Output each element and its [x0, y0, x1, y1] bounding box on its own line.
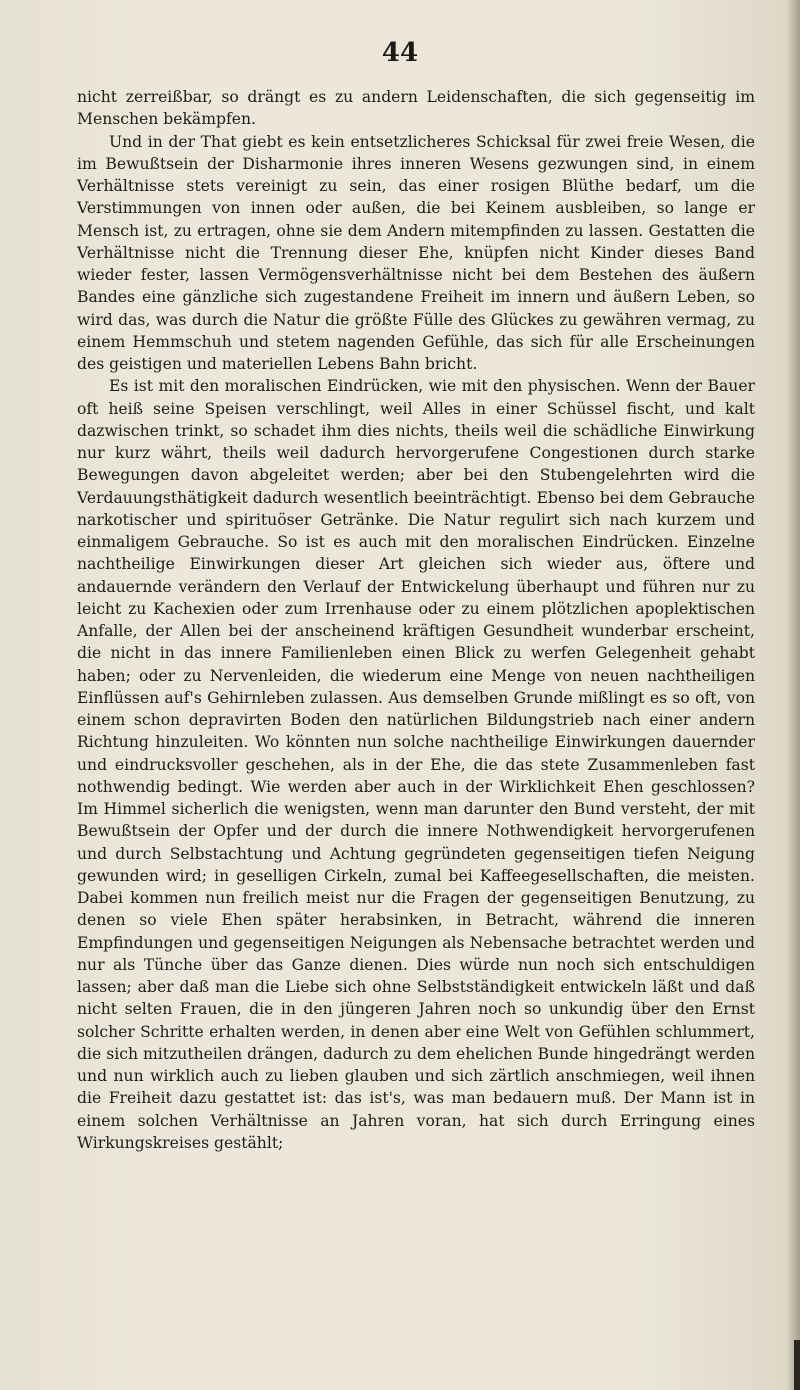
page-number: 44: [381, 38, 419, 68]
paragraph: Es ist mit den moralischen Eindrücken, wie mit den physischen. Wenn der Bauer oft heiß seine Speisen verschlingt, weil Alles in einer Schüssel fischt, und kalt dazwischen trinkt, so schadet ihm dies nichts, theils weil die schädliche Einwirkung nur kurz währt, theils weil dadurch hervorgerufene Congestionen durch starke Bewegungen davon abgeleitet werden; aber bei den Stubengelehrten wird die Verdauungsthätigkeit dadurch wesentlich beeinträchtigt. Ebenso bei dem Gebrauche narkotischer und spirituöser Getränke. Die Natur regulirt sich nach kurzem und einmaligem Gebrauche. So ist es auch mit den moralischen Eindrücken. Einzelne nachtheilige Einwirkungen dieser Art gleichen sich wieder aus, öftere und andauernde verändern den Verlauf der Entwickelung überhaupt und führen nur zu leicht zu Kachexien oder zum Irrenhause oder zu einem plötzlichen apoplektischen Anfalle, der Allen bei der anscheinend kräftigen Gesundheit wunderbar erscheint, die nicht in das innere Familienleben einen Blick zu werfen Gelegenheit gehabt haben; oder zu Nervenleiden, die wiederum eine Menge von neuen nachtheiligen Einflüssen auf's Gehirnleben zulassen. Aus demselben Grunde mißlingt es so oft, von einem schon depravirten Boden den natürlichen Bildungstrieb nach einer andern Richtung hinzuleiten. Wo könnten nun solche nachtheilige Einwirkungen dauernder und eindrucksvoller geschehen, als in der Ehe, die das stete Zusammenleben fast nothwendig bedingt. Wie werden aber auch in der Wirklichkeit Ehen geschlossen? Im Himmel sicherlich die wenigsten, wenn man darunter den Bund versteht, der mit Bewußtsein der Opfer und der durch die innere Nothwendigkeit hervorgerufenen und durch Selbstachtung und Achtung gegründeten gegenseitigen tiefen Neigung gewunden wird; in geselligen Cirkeln, zumal bei Kaffeegesellschaften, die meisten. Dabei kommen nun freilich meist nur die Fragen der gegenseitigen Benutzung, zu denen so viele Ehen später herabsinken, in Betracht, während die inneren Empfindungen und gegenseitigen Neigungen als Nebensache betrachtet werden und nur als Tünche über das Ganze dienen. Dies würde nun noch sich entschuldigen lassen; aber daß man die Liebe sich ohne Selbstständigkeit entwickeln läßt und daß nicht selten Frauen, die in den jüngeren Jahren noch so unkundig über den Ernst solcher Schritte erhalten werden, in denen aber eine Welt von Gefühlen schlummert, die sich mitzutheilen drängen, dadurch zu dem ehelichen Bunde hingedrängt werden und nun wirklich auch zu lieben glauben und sich zärtlich anschmiegen, weil ihnen die Freiheit dazu gestattet ist: das ist's, was man bedauern muß. Der Mann ist in einem solchen Verhältnisse an Jahren voran, hat sich durch Erringung eines Wirkungskreises gestählt;: [77, 377, 755, 1152]
page-edge-shadow: [786, 0, 800, 1390]
paragraph: nicht zerreißbar, so drängt es zu andern Leidenschaften, die sich gegenseitig im Menschen bekämpfen.: [77, 88, 755, 129]
body-text: [77, 86, 755, 1154]
page-edge-mark: [794, 1340, 800, 1390]
paragraph: Und in der That giebt es kein entsetzlicheres Schicksal für zwei freie Wesen, die im Bewußtsein der Disharmonie ihres inneren Wesens gezwungen sind, in einem Verhältnisse stets vereinigt zu sein, das einer rosigen Blüthe bedarf, um die Verstimmungen von innen oder außen, die bei Keinem ausbleiben, so lange er Mensch ist, zu ertragen, ohne sie dem Andern mitempfinden zu lassen. Gestatten die Verhältnisse nicht die Trennung dieser Ehe, knüpfen nicht Kinder dieses Band wieder fester, lassen Vermögensverhältnisse nicht bei dem Bestehen des äußern Bandes eine gänzliche sich zugestandene Freiheit im innern und äußern Leben, so wird das, was durch die Natur die größte Fülle des Glückes zu gewähren vermag, zu einem Hemmschuh und stetem nagenden Gefühle, das sich für alle Erscheinungen des geistigen und materiellen Lebens Bahn bricht.: [77, 132, 755, 373]
